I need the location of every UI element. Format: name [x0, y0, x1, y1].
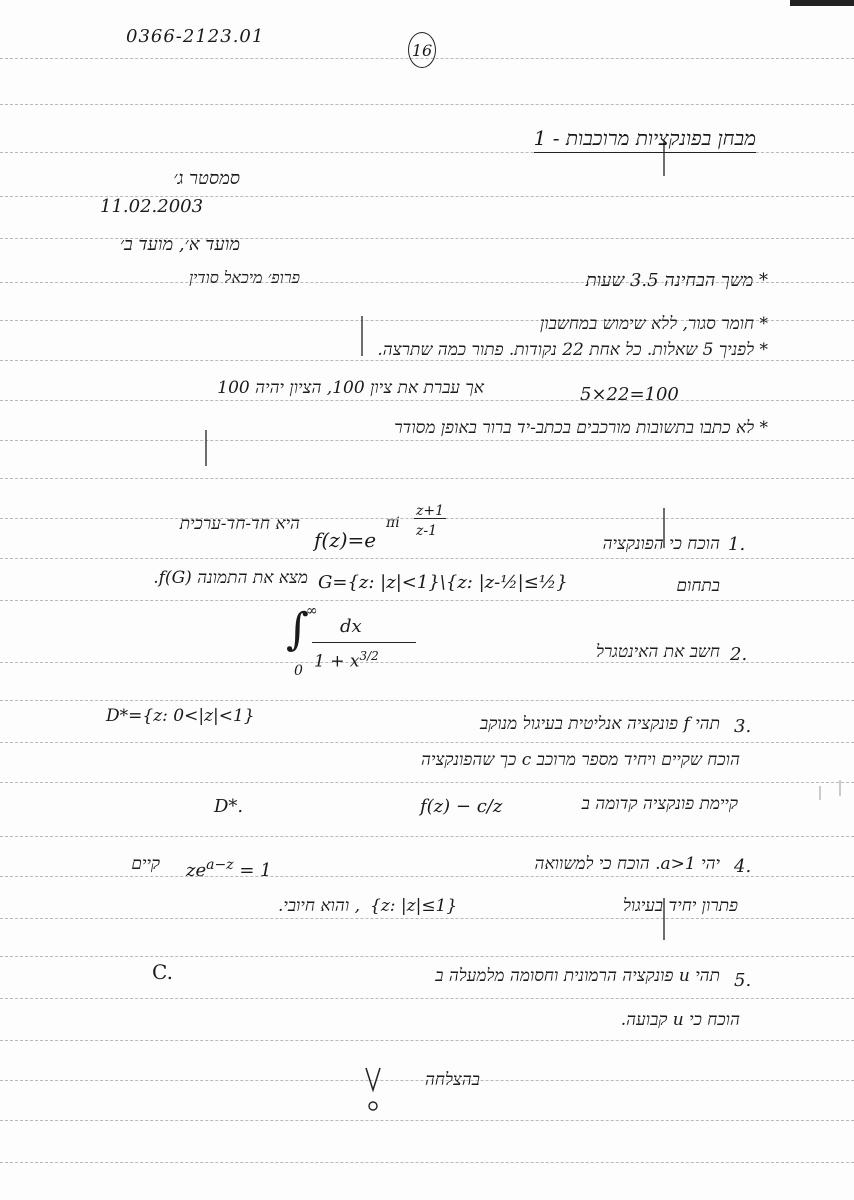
q4-equation-exponent: a−z [206, 857, 234, 873]
q4-equation-base: ze [186, 860, 207, 881]
good-luck: בהצלחה [424, 1070, 480, 1090]
q1-number: 1. [728, 534, 746, 555]
q4-closed-disk: {z: |z|≤1} [370, 896, 458, 916]
q1-text: הוכח כי הפונקציה [602, 534, 720, 554]
q1-domain-set: G={z: |z|<1}\{z: |z-½|≤½} [318, 572, 568, 593]
q3-text-2: הוכח שקיים ויחיד מספר מרוכב c כך שהפונקציה [421, 750, 740, 770]
q1-text-end: היא חד-חד-ערכית [179, 514, 300, 534]
semester: סמסטר ג׳ [173, 168, 240, 189]
course-code: 0366-2123.01 [126, 26, 265, 47]
q3-domain: D*. [214, 796, 244, 817]
exam-term: מועד א׳, מועד ב׳ [119, 234, 240, 255]
q1-exp-numerator: z+1 [416, 503, 445, 519]
q3-text: תהי f פונקציה אנליטית בעיגול מנוקב [480, 714, 720, 734]
q3-text-3: קיימת פונקציה קדומה ב [581, 794, 738, 814]
integral-lower-limit: 0 [294, 663, 303, 679]
q1-domain-label: בתחום [676, 576, 720, 596]
q5-text-2: הוכח כי u קבועה. [620, 1010, 740, 1030]
integrand-numerator: dx [340, 616, 362, 637]
q2-number: 2. [730, 644, 748, 665]
page-number: 16 [408, 32, 436, 68]
instruction-closed-book: * חומר סגור, ללא שימוש במחשבון [539, 314, 768, 334]
integral-sign: ∫ [286, 604, 309, 655]
q1-function-base: f(z)=e [314, 528, 377, 552]
q3-punctured-disk: D*={z: 0<|z|<1} [106, 706, 255, 726]
q3-number: 3. [734, 716, 752, 737]
instruction-handwriting: * לא כתבו בתשובות מורכבים בכתב-יד ברור באופן מסודר [394, 418, 768, 438]
instruction-duration: * משך הבחינה 3.5 שעות [585, 270, 768, 291]
lecturer: פרופ׳ מיכאל סודין [189, 268, 300, 287]
exam-title-text: מבחן בפונקציות מרוכבות - 1 [534, 126, 756, 153]
q4-number: 4. [734, 856, 752, 877]
q2-text: חשב את האינטגרל [596, 642, 720, 662]
q4-text: יהי a>1. הוכח כי למשוואה [534, 854, 720, 874]
exam-date: 11.02.2003 [100, 196, 204, 217]
q5-complex-plane: C. [152, 960, 173, 984]
q5-text: תהי u פונקציה הרמונית וחסומה מלמעלה ב [435, 966, 720, 986]
integrand-denominator-exponent: 3/2 [359, 649, 379, 663]
q4-text-end: קיים [131, 854, 160, 874]
q5-number: 5. [734, 970, 752, 991]
q4-text-3: , והוא חיובי. [278, 896, 360, 916]
instruction-max-calc: 5×22=100 [580, 384, 679, 405]
integral-upper-limit: ∞ [306, 603, 318, 619]
q3-expression: f(z) − c/z [420, 796, 503, 817]
instruction-max-score: אך עברת את ציון 100, הציון יהיה 100 [217, 378, 484, 398]
integrand-denominator-base: 1 + x [314, 651, 360, 672]
q1-exp-coeff: πi [386, 515, 400, 531]
q4-text-2: פתרון יחיד בעיגול [622, 896, 738, 916]
q4-equation-rhs: = 1 [239, 860, 272, 881]
q1-image-request: מצא את התמונה f(G). [153, 568, 308, 588]
instruction-questions: * לפניך 5 שאלות. כל אחת 22 נקודות. פתור כמה שתרצה. [377, 340, 768, 360]
q1-exp-denominator: z-1 [416, 523, 438, 539]
